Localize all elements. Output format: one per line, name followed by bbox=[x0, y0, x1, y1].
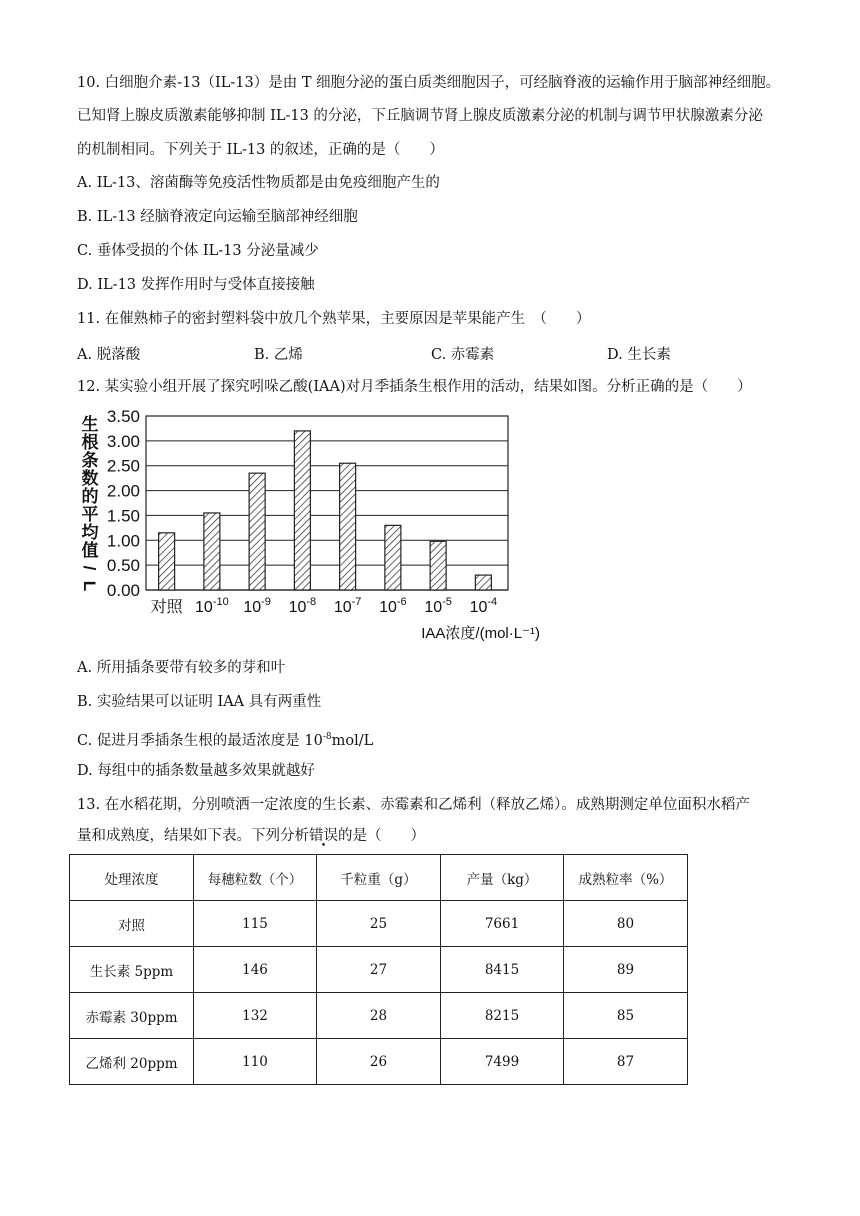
table-cell: 146 bbox=[194, 947, 317, 993]
table-header-cell: 每穗粒数（个） bbox=[194, 855, 317, 901]
y-tick-label: 1.00 bbox=[106, 531, 140, 551]
q12-option-a: A. 所用插条要带有较多的芽和叶 bbox=[77, 660, 286, 676]
table-cell: 对照 bbox=[70, 901, 194, 947]
y-label-char: 均 bbox=[81, 523, 99, 542]
y-tick-label: 2.00 bbox=[106, 481, 140, 501]
q13-stem-tail: 的是（ ） bbox=[338, 828, 425, 844]
table-cell: 乙烯利 20ppm bbox=[70, 1039, 194, 1085]
y-label-char: 生 bbox=[81, 415, 99, 434]
q12-option-c-exponent: -8 bbox=[322, 732, 332, 742]
q10-stem-line3: 的机制相同。下列关于 IL-13 的叙述，正确的是（ ） bbox=[77, 142, 444, 158]
q10-option-a: A. IL-13、溶菌酶等免疫活性物质都是由免疫细胞产生的 bbox=[77, 175, 440, 191]
results-table bbox=[69, 854, 688, 1085]
q10-option-d: D. IL-13 发挥作用时与受体直接接触 bbox=[77, 277, 315, 293]
q10-option-b: B. IL-13 经脑脊液定向运输至脑部神经细胞 bbox=[77, 209, 358, 225]
table-header-cell: 成熟粒率（%） bbox=[564, 855, 688, 901]
q13-stem-line2 bbox=[77, 826, 425, 846]
bar bbox=[385, 525, 401, 590]
table-header-cell: 产量（kg） bbox=[441, 855, 564, 901]
chart-x-ticks bbox=[151, 596, 498, 616]
bar bbox=[249, 473, 265, 590]
table-header-cell: 处理浓度 bbox=[70, 855, 194, 901]
x-tick-label: 对照 bbox=[150, 599, 183, 616]
table-header-cell: 千粒重（g） bbox=[317, 855, 441, 901]
q12-stem: 12. 某实验小组开展了探究吲哚乙酸(IAA)对月季插条生根作用的活动，结果如图。分析正确的是（ ） bbox=[77, 379, 752, 395]
q10-option-c: C. 垂体受损的个体 IL-13 分泌量减少 bbox=[77, 243, 319, 259]
bar bbox=[204, 513, 220, 590]
q12-option-d: D. 每组中的插条数量越多效果就越好 bbox=[77, 763, 315, 779]
chart-bars bbox=[159, 431, 492, 590]
y-tick-label: 3.00 bbox=[106, 431, 140, 451]
y-tick-label: 0.00 bbox=[106, 581, 140, 600]
y-tick-label: 2.50 bbox=[106, 456, 140, 476]
table-cell: 生长素 5ppm bbox=[70, 947, 194, 993]
table-row bbox=[70, 947, 688, 993]
x-tick-label: $10^{-6}$ bbox=[379, 596, 407, 616]
q11-option-b: B. 乙烯 bbox=[254, 347, 303, 363]
y-label-char: 根 bbox=[81, 433, 99, 452]
q10-stem-line2: 已知肾上腺皮质激素能够抑制 IL-13 的分泌，下丘脑调节肾上腺皮质激素分泌的机制与调节甲状腺激素分泌 bbox=[77, 108, 763, 124]
q12-option-b: B. 实验结果可以证明 IAA 具有两重性 bbox=[77, 694, 322, 710]
q11-options bbox=[77, 343, 777, 363]
q11-option-c: C. 赤霉素 bbox=[431, 347, 495, 363]
chart-x-axis-label: IAA浓度/(mol·L⁻¹) bbox=[421, 625, 540, 642]
table-row bbox=[70, 993, 688, 1039]
y-label-char: 平 bbox=[81, 505, 99, 524]
q12-option-c-unit: mol/L bbox=[331, 732, 374, 749]
q12-option-c bbox=[77, 727, 373, 751]
table-row bbox=[70, 901, 688, 947]
bar bbox=[159, 533, 175, 590]
q11-option-d: D. 生长素 bbox=[607, 347, 671, 363]
chart-gridlines bbox=[146, 416, 508, 590]
q13-stem-text: 量和成熟度，结果如下表。下列分析 bbox=[77, 828, 309, 844]
table-cell: 26 bbox=[317, 1039, 441, 1085]
table-cell: 8415 bbox=[441, 947, 564, 993]
table-cell: 28 bbox=[317, 993, 441, 1039]
chart-y-ticks bbox=[107, 407, 140, 600]
q10-stem-line1: 10. 白细胞介素-13（IL-13）是由 T 细胞分泌的蛋白质类细胞因子，可经脑脊液的运输作用于脑部神经细胞。 bbox=[77, 75, 781, 91]
table-cell: 7661 bbox=[441, 901, 564, 947]
q13-emphasis-word: 错误 bbox=[309, 828, 338, 844]
q12-option-c-text: C. 促进月季插条生根的最适浓度是 10 bbox=[77, 732, 323, 749]
iaa-bar-chart bbox=[70, 404, 540, 644]
q13-stem-line1: 13. 在水稻花期，分别喷洒一定浓度的生长素、赤霉素和乙烯利（释放乙烯）。成熟期测定单位面积水稻产 bbox=[77, 797, 750, 813]
x-tick-label: $10^{-10}$ bbox=[195, 596, 229, 616]
table-cell: 8215 bbox=[441, 993, 564, 1039]
table-cell: 115 bbox=[194, 901, 317, 947]
table-cell: 赤霉素 30ppm bbox=[70, 993, 194, 1039]
bar bbox=[294, 431, 310, 590]
table-cell: 27 bbox=[317, 947, 441, 993]
table-cell: 25 bbox=[317, 901, 441, 947]
y-label-char: 的 bbox=[81, 487, 99, 506]
table-cell: 7499 bbox=[441, 1039, 564, 1085]
table-cell: 89 bbox=[564, 947, 688, 993]
y-tick-label: 3.50 bbox=[106, 407, 140, 426]
table-cell: 110 bbox=[194, 1039, 317, 1085]
table-cell: 132 bbox=[194, 993, 317, 1039]
bar bbox=[475, 575, 491, 590]
table-cell: 87 bbox=[564, 1039, 688, 1085]
y-label-char: 值 bbox=[81, 541, 99, 560]
q11-stem: 11. 在催熟柿子的密封塑料袋中放几个熟苹果，主要原因是苹果能产生 （ ） bbox=[77, 311, 591, 327]
y-label-char: / bbox=[80, 565, 99, 571]
bar bbox=[430, 541, 446, 590]
plot-frame bbox=[146, 416, 508, 590]
q11-option-a: A. 脱落酸 bbox=[77, 347, 141, 363]
chart-y-axis-label bbox=[80, 414, 100, 591]
y-label-char: 数 bbox=[81, 469, 99, 488]
x-tick-label: $10^{-9}$ bbox=[243, 596, 271, 616]
y-label-char: 条 bbox=[81, 451, 99, 470]
y-label-char: L bbox=[80, 580, 99, 592]
y-tick-label: 1.50 bbox=[106, 506, 140, 526]
bar bbox=[340, 463, 356, 590]
x-tick-label: $10^{-7}$ bbox=[333, 596, 362, 616]
table-header-row bbox=[70, 855, 688, 901]
table-cell: 85 bbox=[564, 993, 688, 1039]
table-cell: 80 bbox=[564, 901, 688, 947]
x-tick-label: $10^{-8}$ bbox=[288, 596, 317, 616]
x-tick-label: $10^{-5}$ bbox=[424, 596, 452, 616]
x-tick-label: $10^{-4}$ bbox=[469, 596, 498, 616]
y-tick-label: 0.50 bbox=[106, 556, 140, 576]
table-row bbox=[70, 1039, 688, 1085]
